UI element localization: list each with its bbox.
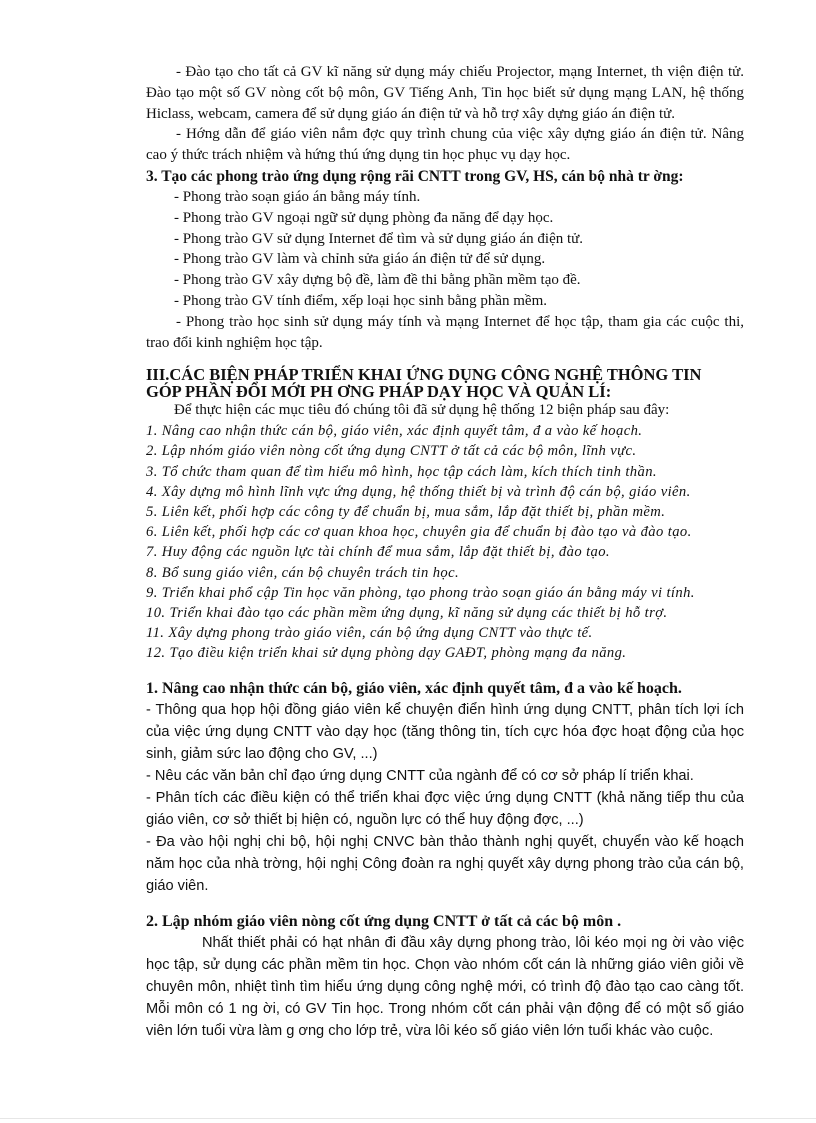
page-bottom-divider <box>0 1118 816 1119</box>
measure-1-paragraph: - Thông qua họp hội đồng giáo viên kể chuyện điển hình ứng dụng CNTT, phân tích lợi ích của việc ứng dụng CNTT vào dạy học (tăng thông tin, tích cực hóa đợc hoạt động của học sinh, giảm sức lao động cho GV, ...) <box>146 701 744 762</box>
section-III-heading-line1: III.CÁC BIỆN PHÁP TRIỂN KHAI ỨNG DỤNG CÔNG NGHỆ THÔNG TIN <box>146 365 702 385</box>
section-III-intro: Để thực hiện các mục tiêu đó chúng tôi đã sử dụng hệ thống 12 biện pháp sau đây: <box>174 402 670 419</box>
measure-item: 5. Liên kết, phối hợp các công ty để chuẩn bị, mua sắm, lắp đặt thiết bị, phần mềm. <box>146 503 666 520</box>
paragraph-guidance: - Hớng dẫn để giáo viên nắm đợc quy trình chung của việc xây dựng giáo án điện tử. Nâng cao ý thức trách nhiệm và hứng thú ứng dụng tin học phục vụ dạy học. <box>146 126 744 164</box>
measure-item: 7. Huy động các nguồn lực tài chính để mua sắm, lắp đặt thiết bị, đào tạo. <box>146 544 610 561</box>
measure-1-paragraph: - Đa vào hội nghị chi bộ, hội nghị CNVC bàn thảo thành nghị quyết, chuyển vào kế hoạch năm học của nhà trờng, hội nghị Công đoàn ra nghị quyết xây dựng phong trào của cán bộ, giáo viên. <box>146 833 744 894</box>
list-item: - Phong trào GV ngoại ngữ sử dụng phòng đa năng để dạy học. <box>174 209 554 226</box>
measure-item: 1. Nâng cao nhận thức cán bộ, giáo viên, xác định quyết tâm, đ a vào kế hoạch. <box>146 423 643 440</box>
list-item: - Phong trào GV làm và chỉnh sửa giáo án điện tử để sử dụng. <box>174 251 546 268</box>
section-III-heading <box>146 366 744 400</box>
measure-2-paragraph: Nhất thiết phải có hạt nhân đi đầu xây dựng phong trào, lôi kéo mọi ng ời vào việc học tập, sử dụng các phần mềm tin học. Chọn vào nhóm cốt cán là những giáo viên giỏi về chuyên môn, nhiệt tình tìm hiểu ứng dụng công nghệ mới, có trình độ đào tạo cao càng tốt. Mỗi môn có 1 ng ời, có GV Tin học. Trong nhóm cốt cán phải vận động để có một số giáo viên lớn tuổi vừa làm g ơng cho lớp trẻ, vừa lôi kéo số giáo viên lớn tuổi khác vào cuộc. <box>146 934 744 1039</box>
list-item: - Phong trào học sinh sử dụng máy tính và mạng Internet để học tập, tham gia các cuộc thi, trao đổi kinh nghiệm học tập. <box>146 313 744 351</box>
paragraph-training: - Đào tạo cho tất cả GV kĩ năng sử dụng máy chiếu Projector, mạng Internet, th viện điện tử. Đào tạo một số GV nòng cốt bộ môn, GV Tiếng Anh, Tin học biết sử dụng mạng LAN, hệ thống Hiclass, webcam, camera để sử dụng giáo án điện tử và hỗ trợ xây dựng giáo án điện tử. <box>146 64 744 122</box>
measure-item: 3. Tổ chức tham quan để tìm hiểu mô hình, học tập cách làm, kích thích tinh thần. <box>146 463 657 480</box>
measure-item: 11. Xây dựng phong trào giáo viên, cán bộ ứng dụng CNTT vào thực tế. <box>146 625 593 642</box>
measure-item: 6. Liên kết, phối hợp các cơ quan khoa học, chuyên gia để chuẩn bị đào tạo và đào tạo. <box>146 524 692 541</box>
measure-item: 12. Tạo điều kiện triển khai sử dụng phòng dạy GAĐT, phòng mạng đa năng. <box>146 645 627 662</box>
measure-1-paragraph: - Phân tích các điều kiện có thể triển khai đợc việc ứng dụng CNTT (khả năng tiếp thu của giáo viên, cơ sở thiết bị hiện có, nguồn lực có thể huy động đợc, ...) <box>146 789 744 828</box>
list-item: - Phong trào soạn giáo án bằng máy tính. <box>174 188 421 205</box>
measure-1-paragraph: - Nêu các văn bản chỉ đạo ứng dụng CNTT của ngành để có cơ sở pháp lí triển khai. <box>146 767 694 784</box>
measure-item: 8. Bổ sung giáo viên, cán bộ chuyên trách tin học. <box>146 564 460 581</box>
measure-1-heading: 1. Nâng cao nhận thức cán bộ, giáo viên, xác định quyết tâm, đ a vào kế hoạch. <box>146 679 682 697</box>
measure-2-heading: 2. Lập nhóm giáo viên nòng cốt ứng dụng CNTT ở tất cả các bộ môn . <box>146 912 622 930</box>
section-3-heading: 3. Tạo các phong trào ứng dụng rộng rãi CNTT trong GV, HS, cán bộ nhà tr ờng: <box>146 167 684 185</box>
measure-item: 10. Triển khai đào tạo các phần mềm ứng dụng, kĩ năng sử dụng các thiết bị hỗ trợ. <box>146 604 668 621</box>
list-item: - Phong trào GV sử dụng Internet để tìm và sử dụng giáo án điện tử. <box>174 230 584 247</box>
section-III-heading-line2: GÓP PHẦN ĐỔI MỚI PH ƠNG PHÁP DẠY HỌC VÀ QUẢN LÍ: <box>146 382 612 402</box>
measure-item: 4. Xây dựng mô hình lĩnh vực ứng dụng, hệ thống thiết bị và trình độ cán bộ, giáo viên. <box>146 483 691 500</box>
measure-item: 2. Lập nhóm giáo viên nòng cốt ứng dụng CNTT ở tất cả các bộ môn, lĩnh vực. <box>146 443 637 460</box>
list-item: - Phong trào GV tính điểm, xếp loại học sinh bằng phần mềm. <box>174 292 548 309</box>
measure-item: 9. Triển khai phổ cập Tin học văn phòng, tạo phong trào soạn giáo án bằng máy vi tính. <box>146 584 695 601</box>
list-item: - Phong trào GV xây dựng bộ đề, làm đề thi bằng phần mềm tạo đề. <box>174 272 581 289</box>
